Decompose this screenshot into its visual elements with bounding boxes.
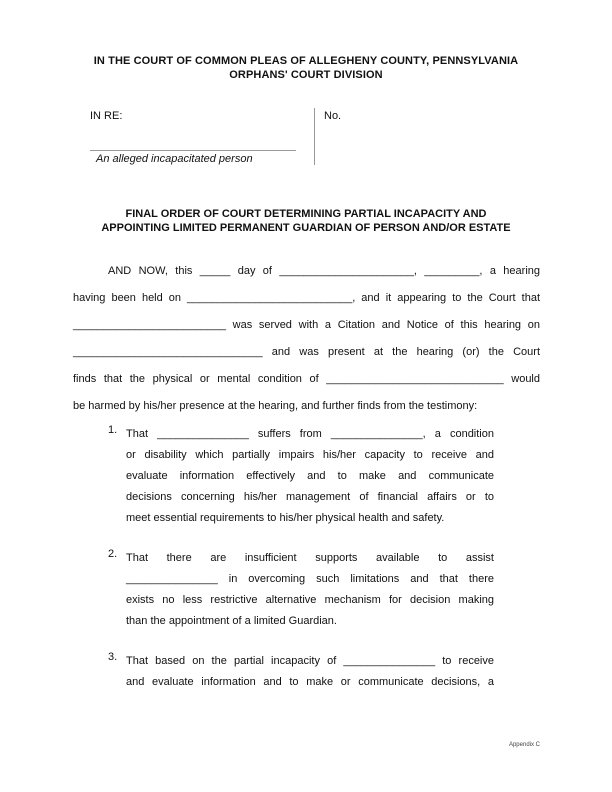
finding-line: decisions concerning his/her management of financial affairs or to <box>126 491 494 503</box>
finding-line: exists no less restrictive alternative mechanism for decision making <box>126 594 494 606</box>
finding-number: 3. <box>108 651 118 663</box>
court-header-line-2: ORPHANS' COURT DIVISION <box>229 69 383 81</box>
court-header-line-1: IN THE COURT OF COMMON PLEAS OF ALLEGHENY COUNTY, PENNSYLVANIA <box>93 55 519 67</box>
finding-line: _______________ in overcoming such limitations and that there <box>126 573 494 585</box>
finding-line: That there are insufficient supports available to assist <box>126 552 494 564</box>
finding-text <box>126 651 494 693</box>
finding-text <box>126 548 494 632</box>
body-line: AND NOW, this _____ day of ______________________, _________, a hearing <box>108 265 540 277</box>
finding-number: 1. <box>108 424 118 436</box>
finding-line: and evaluate information and to make or communicate decisions, a <box>126 676 494 688</box>
body-line: be harmed by his/her presence at the hearing, and further finds from the testimony: <box>73 400 478 412</box>
appendix-label: Appendix C <box>508 742 540 748</box>
finding-line: meet essential requirements to his/her physical health and safety. <box>126 512 445 524</box>
body-paragraph <box>73 258 540 420</box>
body-line: _________________________ was served with a Citation and Notice of this hearing on <box>73 319 540 331</box>
case-caption <box>0 0 612 200</box>
finding-line: That _______________ suffers from _______________, a condition <box>126 428 494 440</box>
body-line: _______________________________ and was present at the hearing (or) the Court <box>73 346 540 358</box>
case-number-label: No. <box>324 110 342 122</box>
caption-divider <box>314 108 315 165</box>
finding-number: 2. <box>108 548 118 560</box>
finding-line: evaluate information effectively and to make and communicate <box>126 470 494 482</box>
body-line: having been held on ___________________________, and it appearing to the Court that <box>73 292 540 304</box>
finding-line: That based on the partial incapacity of _______________ to receive <box>126 655 494 667</box>
order-title <box>0 207 612 235</box>
body-line: finds that the physical or mental condition of _____________________________ would <box>73 373 540 385</box>
subject-name-line <box>90 150 296 151</box>
subject-label: An alleged incapacitated person <box>96 153 253 165</box>
finding-line: or disability which partially impairs his/her capacity to receive and <box>126 449 494 461</box>
in-re-label: IN RE: <box>90 110 123 122</box>
finding-text <box>126 424 494 529</box>
finding-line: than the appointment of a limited Guardian. <box>126 615 337 627</box>
order-title-line-1: FINAL ORDER OF COURT DETERMINING PARTIAL INCAPACITY AND <box>125 208 487 220</box>
order-title-line-2: APPOINTING LIMITED PERMANENT GUARDIAN OF PERSON AND/OR ESTATE <box>101 222 511 234</box>
